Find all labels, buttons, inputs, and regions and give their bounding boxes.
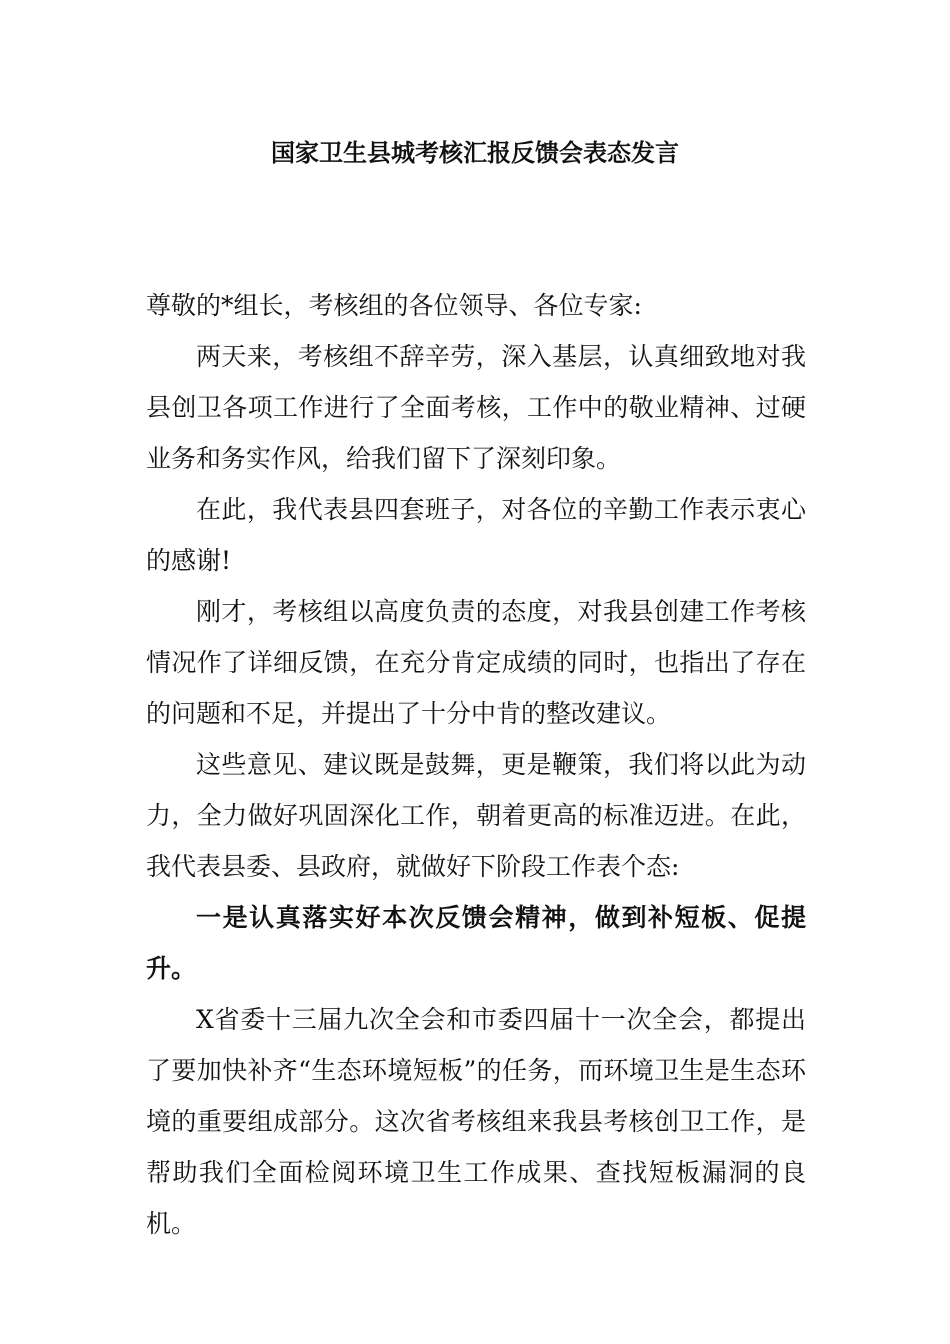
body-paragraph: X省委十三届九次全会和市委四届十一次全会，都提出了要加快补齐“生态环境短板”的任务，而环境卫生是生态环境的重要组成部分。这次省考核组来我县考核创卫工作，是帮助我们全面检阅环境卫生工作成果、查找短板漏洞的良机。 — [146, 1005, 806, 1238]
body-paragraph: 这些意见、建议既是鼓舞，更是鞭策，我们将以此为动力，全力做好巩固深化工作，朝着更高的标准迈进。在此，我代表县委、县政府，就做好下阶段工作表个态: — [146, 750, 806, 881]
body-paragraph: 两天来，考核组不辞辛劳，深入基层，认真细致地对我县创卫各项工作进行了全面考核，工作中的敬业精神、过硬业务和务实作风，给我们留下了深刻印象。 — [146, 342, 806, 473]
salutation-paragraph: 尊敬的*组长，考核组的各位领导、各位专家: — [146, 291, 642, 320]
body-paragraph: 刚才，考核组以高度负责的态度，对我县创建工作考核情况作了详细反馈，在充分肯定成绩的同时，也指出了存在的问题和不足，并提出了十分中肯的整改建议。 — [146, 597, 806, 728]
body-paragraph: 在此，我代表县四套班子，对各位的辛勤工作表示衷心的感谢! — [146, 495, 806, 575]
document-body — [146, 280, 806, 1249]
section-heading-paragraph: 一是认真落实好本次反馈会精神，做到补短板、促提升。 — [146, 903, 806, 983]
document-title: 国家卫生县城考核汇报反馈会表态发言 — [271, 138, 679, 167]
